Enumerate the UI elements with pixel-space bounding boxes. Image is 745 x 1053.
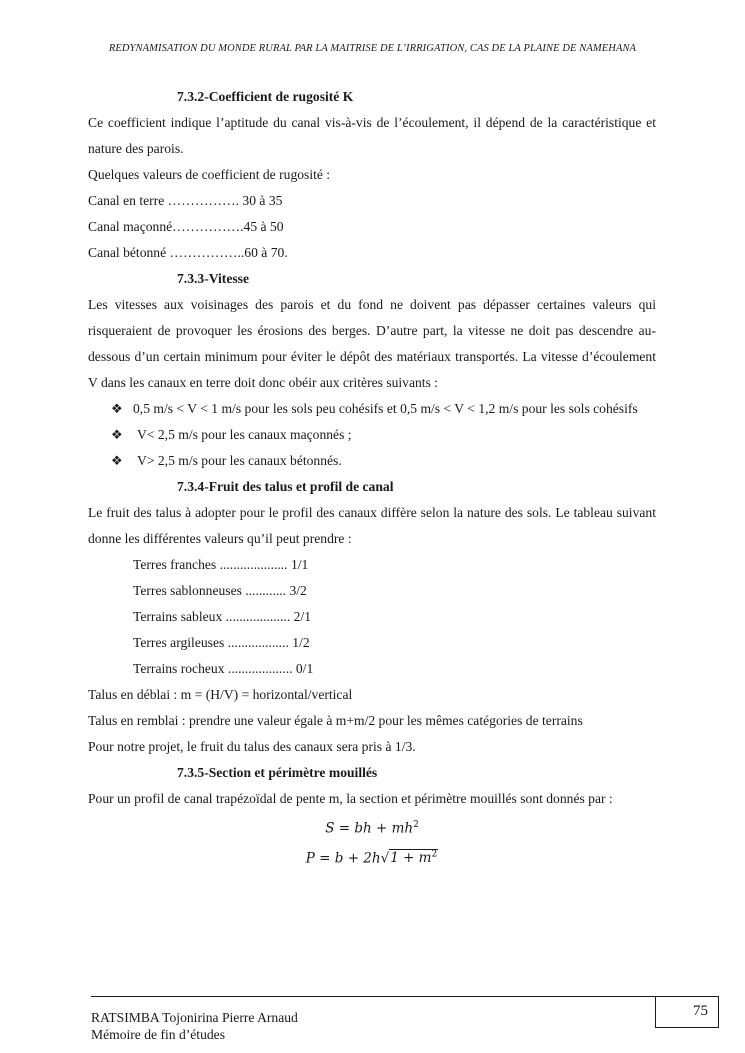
paragraph-vitesse: Les vitesses aux voisinages des parois et du fond ne doivent pas dépasser certaines valeurs qui risqueraient de provoquer les érosions des berges. D’autre part, la vitesse ne doit pas descendre au-dessous d’un certain minimum pour éviter le dépôt des matériaux transportés. La vitesse d’écoulement V dans les canaux en terre doit donc obéir aux critères suivants : (88, 297, 656, 390)
talus-value-terres-argileuses: Terres argileuses .................. 1/2 (133, 635, 310, 650)
diamond-bullet-icon: ❖ (111, 427, 123, 442)
line-talus-remblai: Talus en remblai : prendre une valeur égale à m+m/2 pour les mêmes catégories de terrains (88, 713, 583, 728)
talus-value-terres-sablonneuses: Terres sablonneuses ............ 3/2 (133, 583, 307, 598)
talus-value-terrains-sableux: Terrains sableux ................... 2/1 (133, 609, 311, 624)
footer-divider (91, 996, 657, 997)
formula-p-radicand: 1 + m (390, 850, 432, 866)
heading-section-perimetre: 7.3.5-Section et périmètre mouillés (177, 765, 378, 780)
formula-p-exponent: 2 (431, 849, 438, 860)
formula-p-radical (389, 849, 438, 866)
paragraph-coefficient-intro: Ce coefficient indique l’aptitude du canal vis-à-vis de l’écoulement, il dépend de la caractéristique et nature des parois. (88, 115, 656, 156)
formula-p-lhs: P (305, 850, 315, 866)
value-canal-maconne: Canal maçonné…………….45 à 50 (88, 219, 284, 234)
footer-subtitle: Mémoire de fin d’études (91, 1027, 226, 1042)
formula-section: S = bh + $mh^2$ (325, 820, 419, 837)
paragraph-section-perimetre: Pour un profil de canal trapézoïdal de pente m, la section et périmètre mouillés sont donnés par : (88, 791, 613, 806)
heading-vitesse: 7.3.3-Vitesse (177, 271, 249, 286)
paragraph-fruit-talus: Le fruit des talus à adopter pour le profil des canaux diffère selon la nature des sols. Le tableau suivant donne les différentes valeurs qu’il peut prendre : (88, 505, 656, 546)
paragraph-coefficient-values-intro: Quelques valeurs de coefficient de rugosité : (88, 167, 331, 182)
formula-p-rhs: b + 2h (334, 850, 381, 866)
diamond-bullet-icon: ❖ (111, 401, 123, 416)
bullet-text: 0,5 m/s < V < 1 m/s pour les sols peu cohésifs et 0,5 m/s < V < 1,2 m/s pour les sols cohésifs (133, 401, 638, 416)
bullet-item (88, 448, 656, 474)
talus-value-terres-franches: Terres franches .................... 1/1 (133, 557, 309, 572)
bullet-text: V> 2,5 m/s pour les canaux bétonnés. (137, 453, 342, 468)
line-talus-deblai: Talus en déblai : m = (H/V) = horizontal/vertical (88, 687, 353, 702)
bullet-item (88, 422, 656, 448)
value-canal-terre: Canal en terre ……………. 30 à 35 (88, 193, 283, 208)
page-number: 75 (655, 996, 719, 1028)
page-body (88, 84, 656, 871)
talus-value-terrains-rocheux: Terrains rocheux ................... 0/1 (133, 661, 314, 676)
heading-coefficient-rugosite: 7.3.2-Coefficient de rugosité K (177, 89, 354, 104)
formula-s-lhs: S (325, 820, 335, 837)
bullet-item (88, 396, 656, 422)
line-fruit-projet: Pour notre projet, le fruit du talus des canaux sera pris à 1/3. (88, 739, 416, 754)
sqrt-icon: √ (380, 850, 390, 866)
diamond-bullet-icon: ❖ (111, 453, 123, 468)
running-header: REDYNAMISATION DU MONDE RURAL PAR LA MAITRISE DE L’IRRIGATION, CAS DE LA PLAINE DE NAMEHANA (108, 43, 637, 54)
footer-author: RATSIMBA Tojonirina Pierre Arnaud (91, 1010, 298, 1025)
formula-perimetre: $P = b + 2h√1 + m^2$ (305, 849, 438, 866)
heading-fruit-talus: 7.3.4-Fruit des talus et profil de canal (177, 479, 394, 494)
formula-s-exponent: 2 (413, 820, 419, 830)
footer (91, 1009, 298, 1043)
bullet-text: V< 2,5 m/s pour les canaux maçonnés ; (137, 427, 352, 442)
formula-s-rhs: bh + mh (354, 820, 414, 837)
value-canal-betonne: Canal bétonné ……………..60 à 70. (88, 245, 288, 260)
